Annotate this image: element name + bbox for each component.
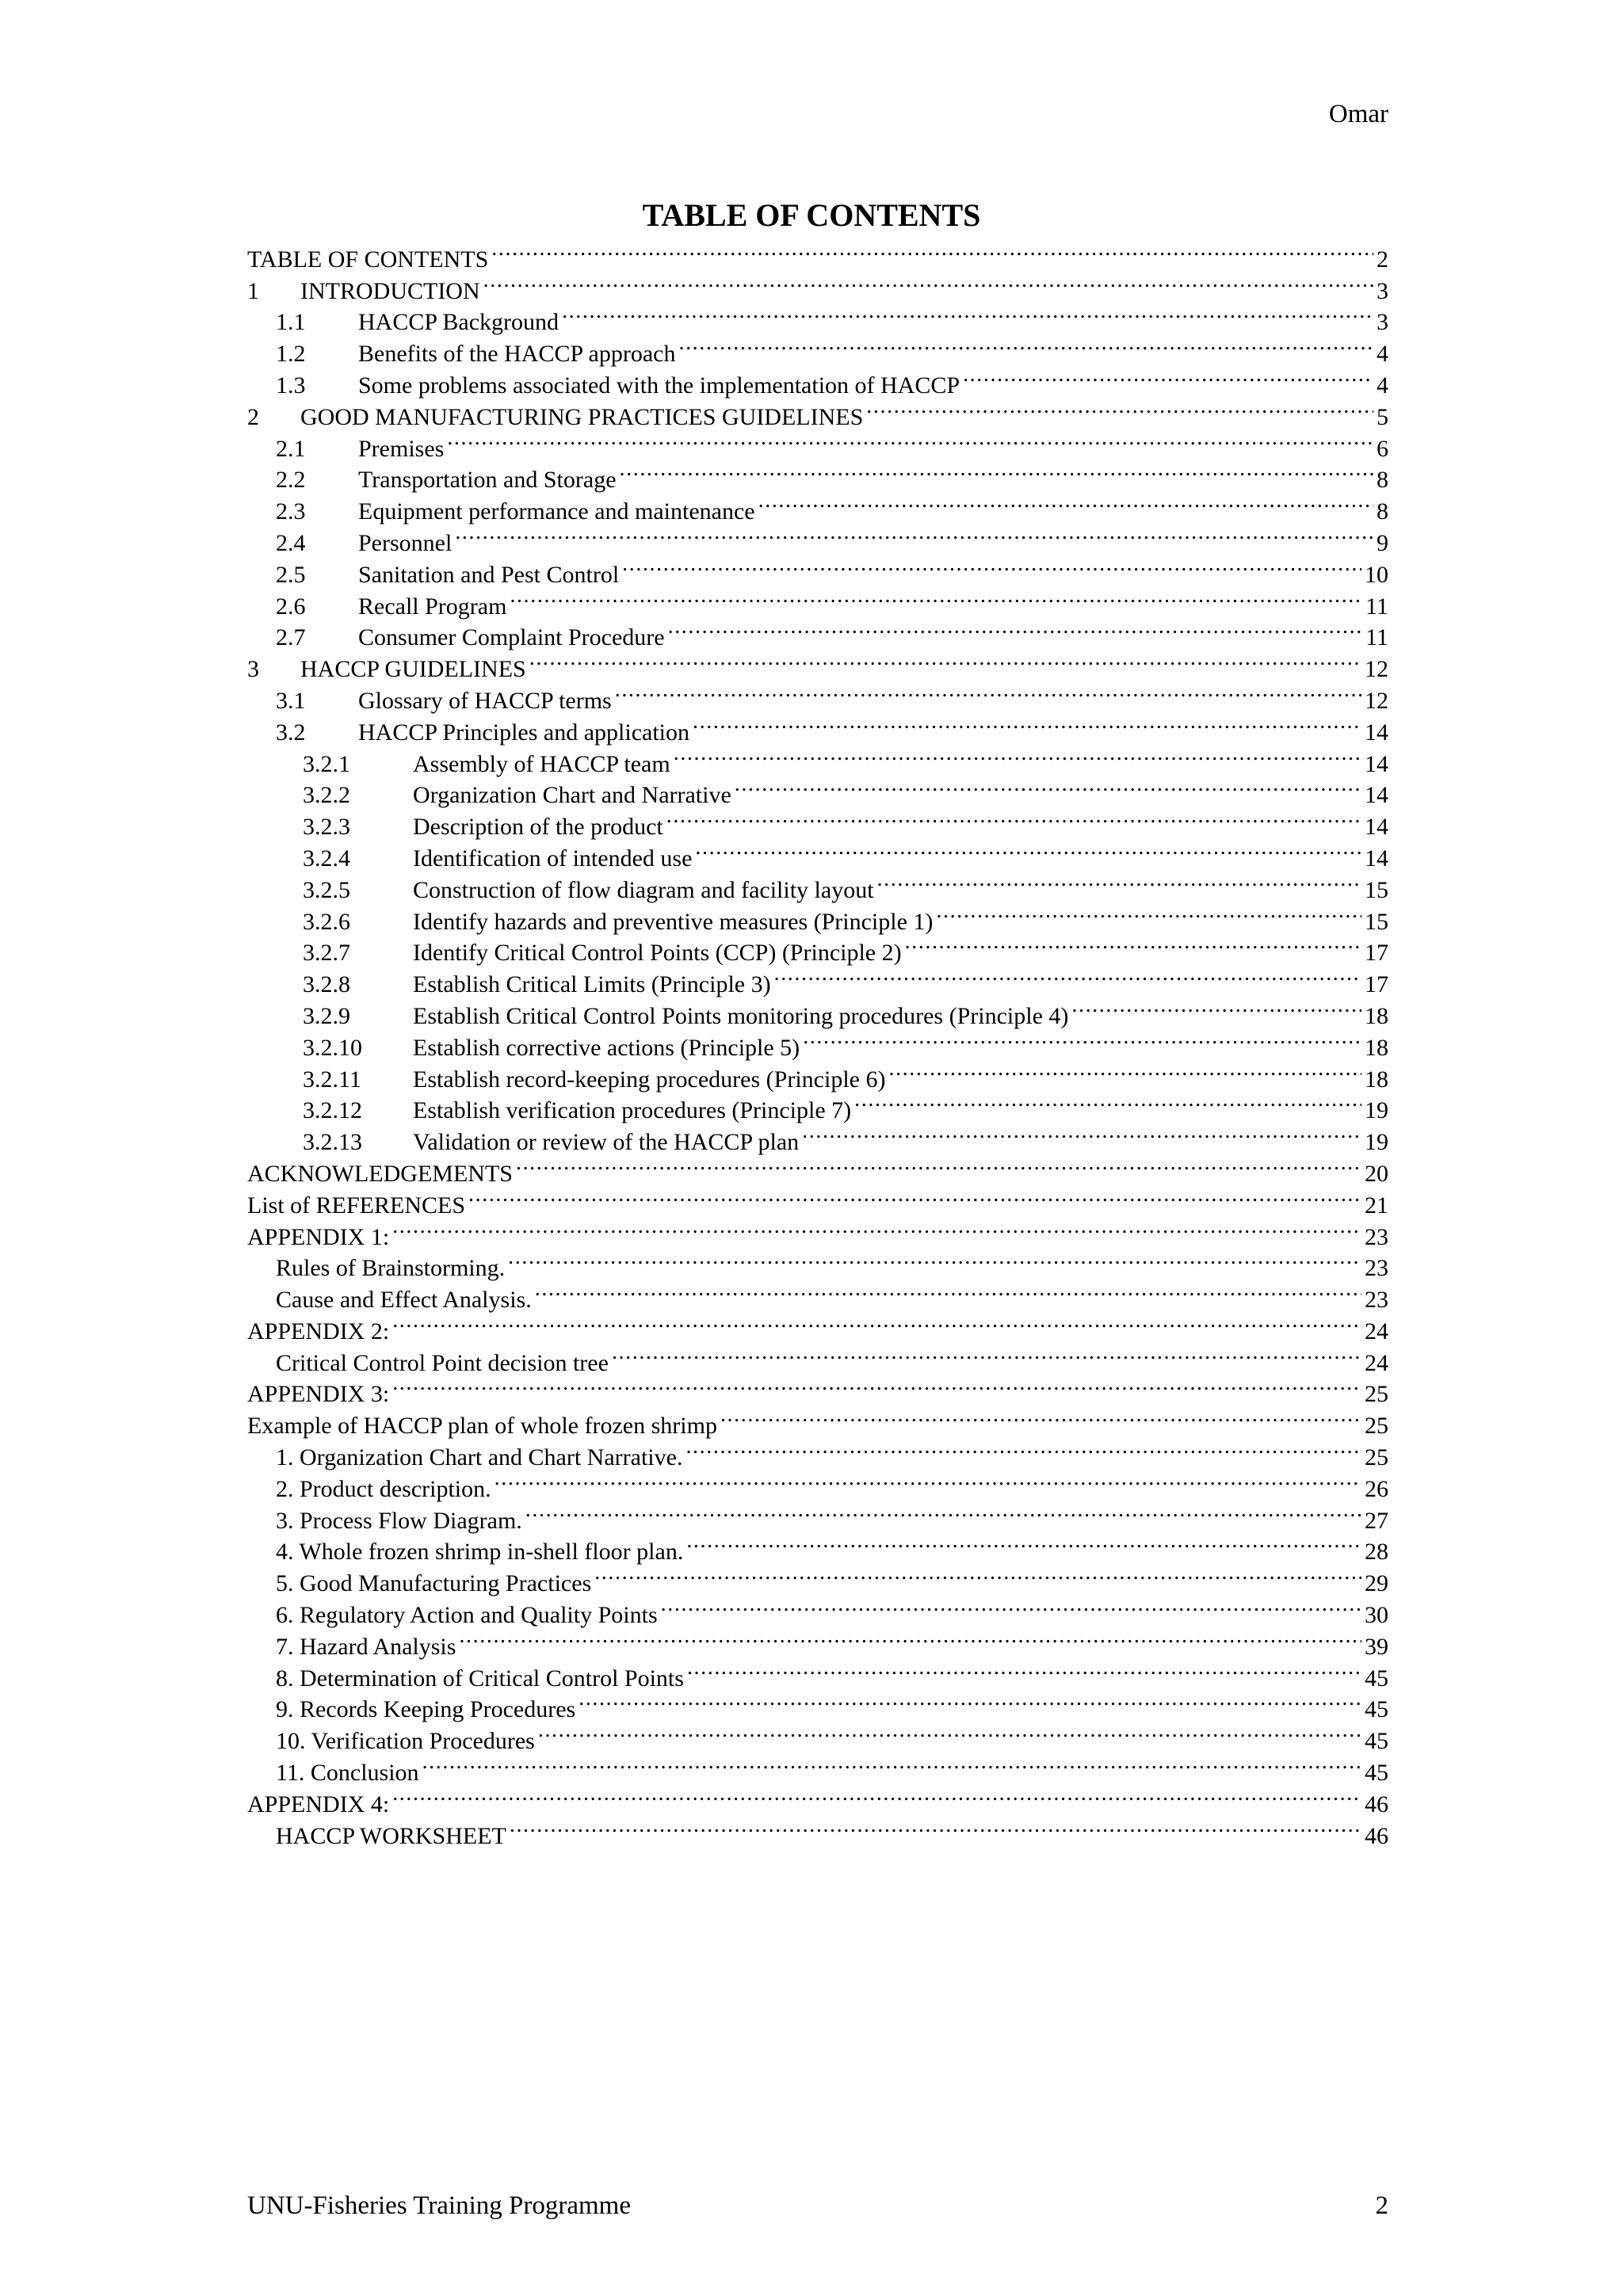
toc-entry-number: 2.1 <box>276 435 306 462</box>
toc-entry-page: 39 <box>1365 1633 1388 1660</box>
toc-entry-page: 4 <box>1377 372 1388 399</box>
dot-leader <box>392 1213 1361 1245</box>
dot-leader <box>678 330 1373 361</box>
toc-entry-title: Critical Control Point decision tree <box>276 1349 609 1376</box>
toc-entry-title: Construction of flow diagram and facility layout <box>413 876 874 903</box>
dot-leader <box>963 361 1373 393</box>
toc-entry-number: 1.1 <box>276 309 306 336</box>
toc-entry-number: 3.2.11 <box>303 1066 361 1093</box>
toc-entry-page: 18 <box>1365 1002 1388 1029</box>
toc-entry-number: 1.2 <box>276 341 306 368</box>
toc-entry-page: 24 <box>1365 1349 1388 1376</box>
toc-entry[interactable] <box>247 1780 1388 1817</box>
toc-entry-number: 2.7 <box>276 624 306 651</box>
toc-entry-title: APPENDIX 4: <box>247 1791 390 1817</box>
toc-entry[interactable] <box>247 1339 1388 1376</box>
dot-leader <box>392 1371 1361 1402</box>
dot-leader <box>422 1749 1361 1780</box>
dot-leader <box>866 393 1373 425</box>
toc-entry-title: Identification of intended use <box>413 845 693 871</box>
dot-leader <box>622 551 1361 582</box>
dot-leader <box>468 1181 1361 1213</box>
toc-entry-title: APPENDIX 2: <box>247 1318 390 1344</box>
toc-entry-title: HACCP Background <box>358 309 559 336</box>
toc-entry-page: 28 <box>1365 1539 1388 1566</box>
dot-leader <box>666 803 1361 834</box>
toc-entry-number: 1 <box>247 277 259 304</box>
toc-entry-page: 4 <box>1377 341 1388 368</box>
dot-leader <box>735 772 1361 803</box>
dot-leader <box>695 834 1361 866</box>
toc-entry-number: 1.3 <box>276 372 306 399</box>
dot-leader <box>392 1780 1361 1812</box>
toc-entry-number: 3.2.3 <box>303 814 350 841</box>
toc-entry-number: 3.2.13 <box>303 1129 362 1156</box>
toc-entry-page: 12 <box>1365 687 1388 714</box>
toc-entry-page: 19 <box>1365 1097 1388 1124</box>
toc-entry-page: 5 <box>1377 403 1388 430</box>
dot-leader <box>447 425 1373 456</box>
toc-entry-number: 3.2.12 <box>303 1097 362 1124</box>
dot-leader <box>686 1528 1361 1560</box>
toc-entry-page: 18 <box>1365 1034 1388 1061</box>
toc-entry-page: 23 <box>1365 1255 1388 1282</box>
toc-entry-number: 3.2.9 <box>303 1002 350 1029</box>
toc-entry-title: HACCP WORKSHEET <box>276 1822 506 1849</box>
toc-entry-page: 25 <box>1365 1444 1388 1471</box>
toc-entry-page: 45 <box>1365 1728 1388 1755</box>
toc-entry-page: 6 <box>1377 435 1388 462</box>
toc-entry-number: 3.2.7 <box>303 940 350 967</box>
dot-leader <box>483 267 1373 299</box>
dot-leader <box>594 1559 1361 1591</box>
dot-leader <box>615 677 1361 708</box>
toc-entry-title: Premises <box>358 435 445 462</box>
toc-entry-title: Cause and Effect Analysis. <box>276 1287 532 1314</box>
toc-entry-page: 11 <box>1365 624 1388 651</box>
toc-entry-title: Rules of Brainstorming. <box>276 1255 506 1282</box>
page-title: TABLE OF CONTENTS <box>642 197 981 233</box>
toc-entry-number: 3 <box>247 656 259 683</box>
toc-entry-page: 12 <box>1365 656 1388 683</box>
dot-leader <box>510 1812 1361 1844</box>
toc-entry-title: 9. Records Keeping Procedures <box>276 1696 576 1723</box>
toc-entry-title: Identify hazards and preventive measures (Principle 1) <box>413 908 934 935</box>
toc-entry-title: Sanitation and Pest Control <box>358 561 620 588</box>
toc-entry-title: 7. Hazard Analysis <box>276 1633 456 1660</box>
toc-entry-number: 3.2.5 <box>303 876 350 903</box>
toc-entry-title: Establish verification procedures (Principle 7) <box>413 1097 852 1124</box>
toc-entry-number: 3.2.1 <box>303 750 350 777</box>
footer-programme: UNU-Fisheries Training Programme <box>247 2191 631 2220</box>
toc-entry-number: 2.4 <box>276 529 306 556</box>
toc-entry-title: Description of the product <box>413 814 663 841</box>
toc-entry-title: Benefits of the HACCP approach <box>358 341 676 368</box>
toc-entry-page: 46 <box>1365 1791 1388 1817</box>
toc-entry-page: 45 <box>1365 1696 1388 1723</box>
dot-leader <box>668 614 1363 646</box>
toc-entry-title: HACCP Principles and application <box>358 719 690 746</box>
toc-entry-page: 14 <box>1365 719 1388 746</box>
toc-entry-title: Equipment performance and maintenance <box>358 498 755 525</box>
toc-entry-page: 21 <box>1365 1192 1388 1219</box>
toc-entry-page: 3 <box>1377 277 1388 304</box>
toc-entry-number: 3.2 <box>276 719 306 746</box>
dot-leader <box>510 582 1362 614</box>
dot-leader <box>1071 992 1361 1024</box>
toc-entry-number: 3.2.4 <box>303 845 350 871</box>
dot-leader <box>674 740 1361 772</box>
dot-leader <box>877 866 1361 898</box>
toc-entry-number: 2 <box>247 403 259 430</box>
toc-entry-title: Establish Critical Limits (Principle 3) <box>413 971 771 998</box>
dot-leader <box>459 1623 1361 1654</box>
toc-entry-page: 3 <box>1377 309 1388 336</box>
toc-entry-title: Validation or review of the HACCP plan <box>413 1129 800 1156</box>
toc-entry-page: 14 <box>1365 845 1388 871</box>
dot-leader <box>758 487 1373 519</box>
toc-entry-title: APPENDIX 3: <box>247 1381 390 1408</box>
toc-entry[interactable] <box>247 1307 1388 1344</box>
dot-leader <box>525 1497 1361 1528</box>
toc-entry-page: 8 <box>1377 467 1388 494</box>
toc-entry-page: 26 <box>1365 1475 1388 1502</box>
toc-entry-number: 3.2.10 <box>303 1034 362 1061</box>
toc-entry-number: 3.2.6 <box>303 908 350 935</box>
toc-entry-number: 2.3 <box>276 498 306 525</box>
toc-entry[interactable] <box>247 235 1388 273</box>
toc-entry-page: 30 <box>1365 1602 1388 1629</box>
toc-entry-page: 27 <box>1365 1507 1388 1534</box>
toc-entry-title: Establish record-keeping procedures (Principle 6) <box>413 1066 886 1093</box>
toc-entry-title: TABLE OF CONTENTS <box>247 246 489 273</box>
toc-entry-title: HACCP GUIDELINES <box>300 656 526 683</box>
toc-entry-page: 17 <box>1365 940 1388 967</box>
toc-entry-page: 23 <box>1365 1223 1388 1250</box>
header-author: Omar <box>1328 100 1388 128</box>
dot-leader <box>802 1118 1361 1150</box>
toc-entry-page: 8 <box>1377 498 1388 525</box>
toc-entry-title: Transportation and Storage <box>358 467 617 494</box>
dot-leader <box>495 1465 1361 1497</box>
toc-entry-number: 3.1 <box>276 687 306 714</box>
toc-entry-title: APPENDIX 1: <box>247 1223 390 1250</box>
toc-entry-title: Recall Program <box>358 593 507 620</box>
toc-entry-page: 25 <box>1365 1381 1388 1408</box>
dot-leader <box>538 1717 1361 1749</box>
dot-leader <box>661 1591 1361 1623</box>
toc-entry-title: Establish corrective actions (Principle 5) <box>413 1034 800 1061</box>
dot-leader <box>455 519 1373 551</box>
dot-leader <box>620 456 1373 488</box>
toc-entry-number: 2.6 <box>276 593 306 620</box>
toc-entry-page: 24 <box>1365 1318 1388 1344</box>
toc-entry-page: 2 <box>1377 246 1388 273</box>
toc-entry-title: Glossary of HACCP terms <box>358 687 612 714</box>
toc-entry-page: 15 <box>1365 876 1388 903</box>
dot-leader <box>535 1276 1361 1307</box>
dot-leader <box>491 235 1373 267</box>
toc-entry[interactable] <box>247 1371 1388 1408</box>
toc-entry-title: 3. Process Flow Diagram. <box>276 1507 522 1534</box>
toc-entry-title: Some problems associated with the implementation of HACCP <box>358 372 960 399</box>
dot-leader <box>612 1339 1361 1371</box>
dot-leader <box>579 1686 1361 1718</box>
toc-entry-number: 3.2.8 <box>303 971 350 998</box>
dot-leader <box>392 1307 1361 1339</box>
toc-entry-title: List of REFERENCES <box>247 1192 466 1219</box>
dot-leader <box>516 1150 1361 1181</box>
dot-leader <box>854 1087 1361 1119</box>
toc-entry-title: INTRODUCTION <box>300 277 480 304</box>
toc-entry-page: 45 <box>1365 1665 1388 1691</box>
toc-entry-page: 10 <box>1365 561 1388 588</box>
toc-entry-title: Organization Chart and Narrative <box>413 782 731 809</box>
toc-entry-title: 4. Whole frozen shrimp in-shell floor plan. <box>276 1539 684 1566</box>
toc-entry-page: 18 <box>1365 1066 1388 1093</box>
toc-entry-number: 3.2.2 <box>303 782 350 809</box>
toc-entry-page: 9 <box>1377 529 1388 556</box>
toc-entry-title: 6. Regulatory Action and Quality Points <box>276 1602 658 1629</box>
toc-entry[interactable] <box>247 1245 1388 1282</box>
toc-entry-title: Consumer Complaint Procedure <box>358 624 665 651</box>
toc-entry-page: 20 <box>1365 1160 1388 1187</box>
toc-entry[interactable] <box>247 1402 1388 1440</box>
toc-entry-page: 46 <box>1365 1822 1388 1849</box>
dot-leader <box>508 1245 1361 1276</box>
dot-leader <box>693 708 1361 740</box>
toc-entry-number: 2.5 <box>276 561 306 588</box>
dot-leader <box>720 1402 1361 1433</box>
toc-entry-page: 19 <box>1365 1129 1388 1156</box>
toc-entry-page: 23 <box>1365 1287 1388 1314</box>
dot-leader <box>687 1654 1361 1686</box>
toc-entry-title: 10. Verification Procedures <box>276 1728 535 1755</box>
toc-entry-title: Establish Critical Control Points monitoring procedures (Principle 4) <box>413 1002 1069 1029</box>
toc-entry-number: 2.2 <box>276 467 306 494</box>
toc-entry-page: 15 <box>1365 908 1388 935</box>
toc-entry-title: Assembly of HACCP team <box>413 750 670 777</box>
toc-entry-page: 29 <box>1365 1570 1388 1597</box>
dot-leader <box>905 929 1361 961</box>
dot-leader <box>529 645 1361 677</box>
toc-entry-page: 17 <box>1365 971 1388 998</box>
toc-entry-title: 11. Conclusion <box>276 1760 419 1787</box>
table-of-contents <box>247 235 1388 1849</box>
dot-leader <box>685 1433 1361 1465</box>
toc-entry-page: 11 <box>1365 593 1388 620</box>
toc-entry[interactable] <box>247 1812 1388 1849</box>
dot-leader <box>774 960 1361 992</box>
dot-leader <box>562 299 1373 330</box>
toc-entry-page: 14 <box>1365 814 1388 841</box>
toc-entry-title: Example of HACCP plan of whole frozen shrimp <box>247 1413 717 1440</box>
toc-entry-title: GOOD MANUFACTURING PRACTICES GUIDELINES <box>300 403 864 430</box>
toc-entry-title: Identify Critical Control Points (CCP) (Principle 2) <box>413 940 902 967</box>
dot-leader <box>888 1055 1361 1087</box>
toc-entry-title: 5. Good Manufacturing Practices <box>276 1570 592 1597</box>
toc-entry-page: 14 <box>1365 782 1388 809</box>
toc-entry-title: Personnel <box>358 529 453 556</box>
toc-entry-title: ACKNOWLEDGEMENTS <box>247 1160 513 1187</box>
toc-entry[interactable] <box>247 1213 1388 1250</box>
dot-leader <box>936 898 1361 929</box>
toc-entry-page: 25 <box>1365 1413 1388 1440</box>
toc-entry-page: 14 <box>1365 750 1388 777</box>
footer-page-number: 2 <box>1375 2191 1388 2220</box>
toc-entry-title: 1. Organization Chart and Chart Narrative. <box>276 1444 683 1471</box>
dot-leader <box>803 1024 1361 1055</box>
toc-entry-title: 8. Determination of Critical Control Points <box>276 1665 684 1691</box>
toc-entry-title: 2. Product description. <box>276 1475 491 1502</box>
toc-entry-page: 45 <box>1365 1760 1388 1787</box>
